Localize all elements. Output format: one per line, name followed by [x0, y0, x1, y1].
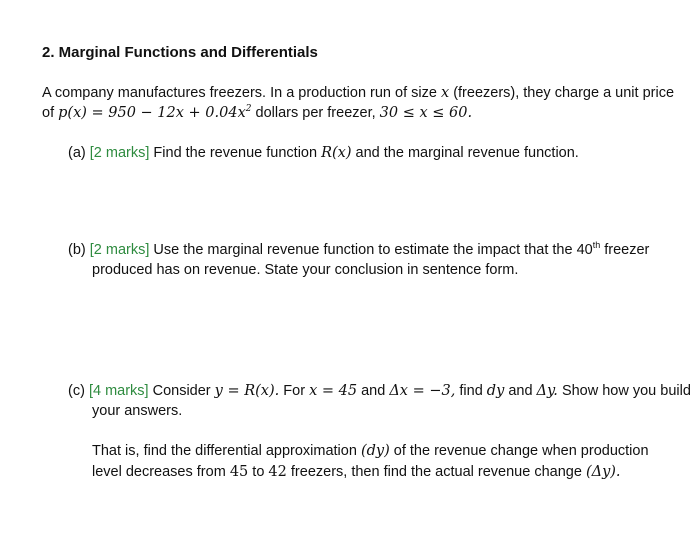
part-b-label: (b) — [68, 242, 86, 258]
intro-variable-x: x — [440, 85, 450, 101]
part-c-text-5: and — [508, 383, 533, 399]
followup-to: to — [252, 464, 265, 480]
part-b-text-2: freezer produced has on revenue. State your conclusion in sentence form. — [92, 242, 650, 278]
part-c-text-4: find — [459, 383, 483, 399]
question-heading: 2. Marginal Functions and Differentials — [42, 44, 318, 61]
intro-text-2: (freezers), they charge a unit price of — [42, 85, 675, 121]
price-function — [58, 105, 251, 121]
followup-delta-y: (Δy). — [585, 464, 621, 480]
followup-end-level: 42 — [268, 464, 287, 480]
symbol-delta-y: Δy. — [536, 383, 558, 399]
part-a — [68, 143, 692, 163]
part-a-text-2: and the marginal revenue function. — [355, 145, 579, 161]
part-c-followup — [92, 441, 682, 483]
part-c-label: (c) — [68, 383, 85, 399]
followup-dy: (dy) — [360, 443, 390, 459]
part-a-marks: [2 marks] — [89, 145, 150, 161]
question-intro — [42, 83, 682, 123]
followup-text-1: That is, find the differential approximation — [92, 443, 357, 459]
part-c-marks: [4 marks] — [88, 383, 149, 399]
price-function-expr: p(x) = 950 − 12x + 0.04x — [58, 105, 246, 121]
part-c-text-3: and — [361, 383, 386, 399]
equation-y-equals-r: y = R(x). — [214, 383, 280, 399]
part-b-text-1: Use the marginal revenue function to estimate the impact that the 40 — [153, 242, 593, 258]
intro-text-3: dollars per freezer, — [255, 105, 376, 121]
revenue-function-symbol: R(x) — [321, 145, 352, 161]
equation-x-value: x = 45 — [309, 383, 358, 399]
domain-range: 30 ≤ x ≤ 60. — [379, 105, 473, 121]
symbol-dy: dy — [486, 383, 505, 399]
followup-start-level: 45 — [229, 464, 249, 480]
part-c — [68, 381, 692, 421]
part-b-marks: [2 marks] — [89, 242, 150, 258]
intro-text-1: A company manufactures freezers. In a production run of size — [42, 85, 437, 101]
equation-delta-x: Δx = −3, — [389, 383, 456, 399]
part-c-text-2: For — [283, 383, 306, 399]
part-b — [68, 240, 682, 280]
part-c-text-6: Show how you build your answers. — [92, 383, 691, 419]
followup-text-3: freezers, then find the actual revenue change — [290, 464, 582, 480]
part-c-text-1: Consider — [152, 383, 211, 399]
ordinal-suffix: th — [592, 240, 601, 251]
price-function-exponent: 2 — [245, 104, 252, 115]
followup-text-2: of the revenue change when production level decreases from — [92, 443, 649, 480]
part-a-text-1: Find the revenue function — [153, 145, 318, 161]
part-a-label: (a) — [68, 145, 86, 161]
